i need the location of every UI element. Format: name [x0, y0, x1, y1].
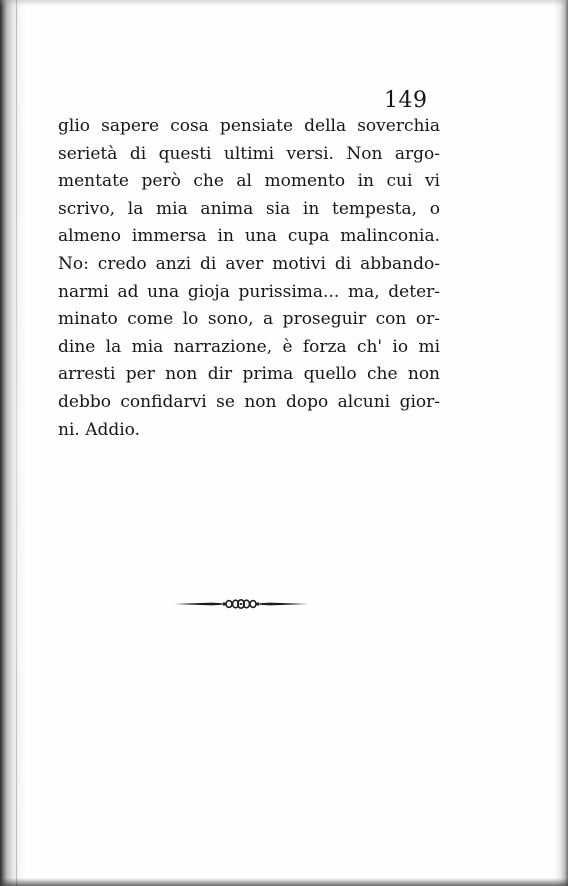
page-bottom-edge [0, 878, 568, 886]
text-line: dine la mia narrazione, è forza ch' io mi [58, 336, 440, 357]
page-right-edge [554, 0, 568, 886]
text-line: ni. Addio. [58, 419, 141, 440]
text-line: glio sapere cosa pensiate della soverchia [58, 116, 440, 136]
page-number: 149 [384, 88, 428, 113]
text-line: almeno immersa in una cupa malinconia. [58, 226, 440, 247]
text-line: minato come lo sono, a proseguir con or- [58, 309, 440, 330]
text-line: No: credo anzi di aver motivi di abbando- [58, 253, 440, 274]
text-line: arresti per non dir prima quello che non [58, 364, 440, 385]
decorative-rule-ornament-icon [174, 595, 308, 613]
text-line: narmi ad una gioja purissima... ma, deter- [58, 281, 440, 302]
binding-shadow [0, 0, 26, 886]
text-line: serietà di questi ultimi versi. Non argo- [58, 143, 440, 164]
binding-fold-line [16, 0, 17, 886]
text-line: scrivo, la mia anima sia in tempesta, o [58, 198, 440, 219]
text-line: mentate però che al momento in cui vi [58, 171, 440, 192]
page-top-edge [0, 0, 568, 6]
body-text [58, 113, 440, 444]
text-line: debbo confidarvi se non dopo alcuni gior- [58, 391, 440, 412]
